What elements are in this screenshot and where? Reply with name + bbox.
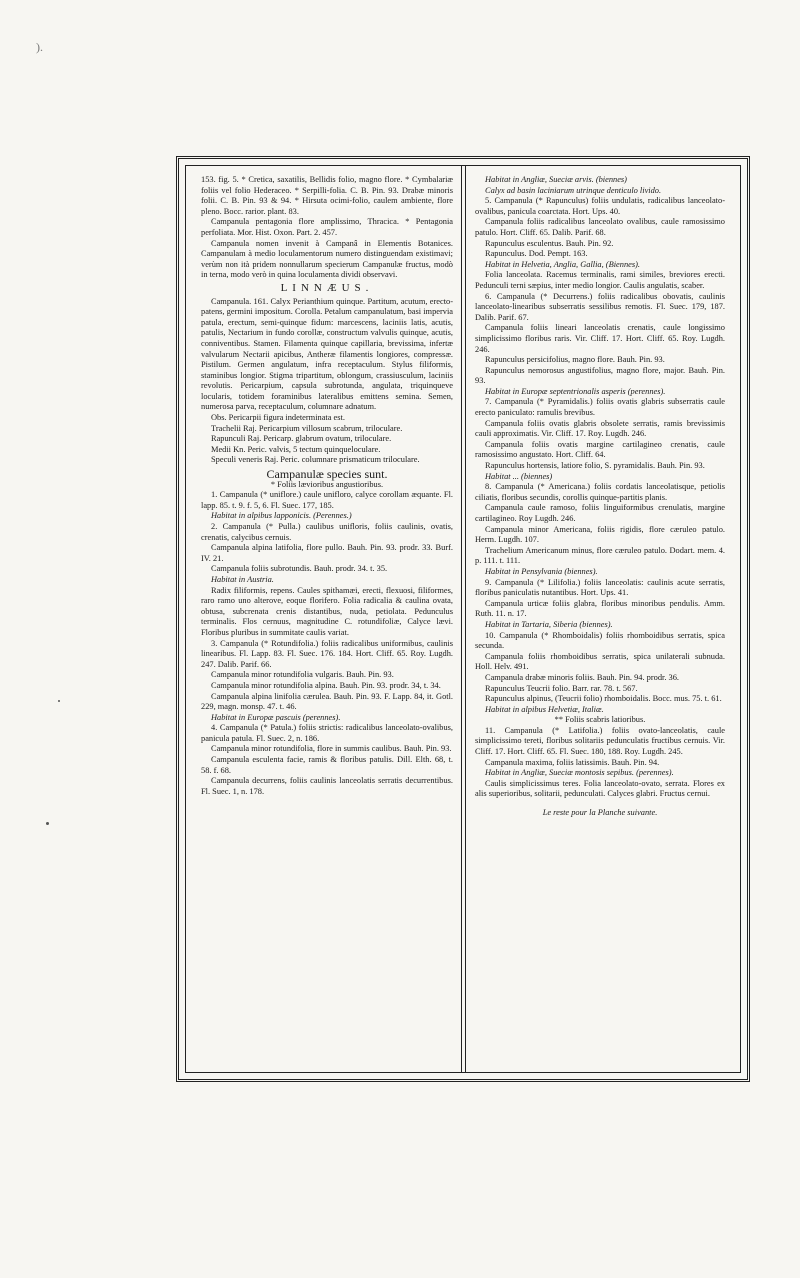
paragraph: Campanula nomen invenit à Campanâ in Elementis Botanices. Campanulam à medio loculamentorum numero distinguendam existimavi; verùm non ità pridem nonnullarum specierum Campanulæ fructus, modò in terna, modo verò in quina loculamenta dividi observavi. — [201, 238, 453, 280]
paragraph: Radix filiformis, repens. Caules spithamæi, erecti, flexuosi, filiformes, raro ramo uno alterove, eoque florifero. Folia radicalia & caulina ovata, obtusa, subcrenata crenis distantibus, nuda, petiolata. Pedunculus terminalis. Flos cernuus, magnitudine C. rotundifoliæ, Calyce lævi. Floribus pluribus in summitate caulis variat. — [201, 585, 453, 637]
right-column — [475, 175, 725, 819]
species-entry: 4. Campanula (* Patula.) foliis strictis: radicalibus lanceolato-ovalibus, panicula patula. Fl. Suec. 2, n. 186. — [201, 723, 453, 743]
species-entry: 8. Campanula (* Americana.) foliis cordatis lanceolatisque, petiolis ciliatis, floribus secundis, corollis quinque-partitis planis. — [475, 482, 725, 502]
paragraph: Campanula alpina latifolia, flore pullo. Bauh. Pin. 93. prodr. 33. Burf. IV. 21. — [201, 543, 453, 563]
paragraph: Rapunculus. Dod. Pempt. 163. — [485, 249, 588, 259]
paragraph: Speculi veneris Raj. Peric. columnare prismaticum triloculare. — [211, 455, 420, 465]
species-entry: 2. Campanula (* Pulla.) caulibus unifloris, foliis caulinis, ovatis, crenatis, calycibus cernuis. — [201, 522, 453, 542]
paragraph: Campanula foliis radicalibus lanceolato ovalibus, caule ramosissimo patulo. Hort. Cliff. 65. Dalib. Parif. 68. — [475, 217, 725, 237]
habitat: Habitat in Europæ septentrionalis asperis (perennes). — [485, 386, 666, 396]
paragraph: Folia lanceolata. Racemus terminalis, rami similes, breviores erecti. Pedunculi terni sæpius, inter medio longior. Caulis angulatis, scaber. — [475, 270, 725, 290]
habitat: Habitat in Pensylvania (biennes). — [485, 566, 598, 576]
paragraph: Medii Kn. Peric. valvis, 5 tectum quinqueloculare. — [211, 444, 381, 454]
author-heading: LINNÆUS. — [280, 281, 374, 294]
habitat: Habitat in Europæ pascuis (perennes). — [211, 712, 341, 722]
species-entry: 9. Campanula (* Lilifolia.) foliis lanceolatis: caulinis acute serratis, floribus paniculatis nutantibus. Hort. Ups. 41. — [475, 577, 725, 598]
habitat: Habitat in alpibus lapponicis. (Perennes.) — [211, 511, 352, 521]
paragraph: Rapunculus persicifolius, magno flore. Bauh. Pin. 93. — [485, 355, 665, 365]
paragraph: Rapunculus nemorosus angustifolius, magno flore, major. Bauh. Pin. 93. — [475, 365, 725, 386]
paragraph: Trachelium Americanum minus, flore cæruleo patulo. Dodart. mem. 4. p. 111. t. 111. — [475, 545, 725, 566]
continuation-note: Le reste pour la Planche suivante. — [542, 808, 658, 818]
species-heading: Campanulæ species sunt. — [266, 467, 388, 482]
species-entry: 3. Campanula (* Rotundifolia.) foliis radicalibus uniformibus, caulinis linearibus. Fl. Lapp. 83. Fl. Suec. 176. 184. Hort. Cliff. 65. Roy. Lugdh. 247. Dalib. Parif. 66. — [201, 638, 453, 669]
paragraph: Campanula esculenta facie, ramis & floribus patulis. Dill. Elth. 68, t. 58. f. 68. — [201, 755, 453, 775]
margin-mark: ). — [36, 40, 43, 54]
paragraph: Rapunculus hortensis, latiore folio, S. pyramidalis. Bauh. Pin. 93. — [485, 461, 705, 471]
speck — [46, 822, 49, 825]
species-entry: 6. Campanula (* Decurrens.) foliis radicalibus obovatis, caulinis lanceolato-linearibus subserratis sessilibus remotis. Fl. Suec. 179, 187. Dalib. Parif. 67. — [475, 291, 725, 322]
species-subheading: * Foliis lævioribus angustioribus. — [270, 479, 384, 489]
habitat: Habitat ... (biennes) — [485, 471, 553, 481]
habitat: Habitat in alpibus Helvetiæ, Italiæ. — [485, 704, 604, 714]
habitat: Habitat in Tartaria, Siberia (biennes). — [485, 619, 613, 629]
left-column — [201, 175, 453, 797]
paragraph: Campanula foliis subrotundis. Bauh. prodr. 34. t. 35. — [211, 564, 388, 574]
genus-description: Campanula. 161. Calyx Perianthium quinque. Partitum, acutum, erecto-patens, germini impositum. Corolla. Petalum campanulatum, basi impervia patula, erectum, semi-quinque fidum: marcescens, laciniis latis, acutis, patulis, Nectarium in fundo corollæ, constructum valvulis quinque, acutis, conniventibus. Stamen. Filamenta quinque capillaria, brevissima, infertæ valvularum Nectarii apicibus, Antheræ filamentis longiores, compressæ. Pistilum. Germen angulatum, infra receptaculum. Stylus filiformis, staminibus longior. Stigma tripartitum, oblongum, crassiusculum, laciniis revolutis. Pericarpium, capsula subrotunda, angulata, triquinqueve locularis, totidem foraminibus lateralibus emittens semina. Semen, numerosa parva, receptaculum, columnare adnatum. — [201, 296, 453, 412]
paragraph: Caulis simplicissimus teres. Folia lanceolato-ovato, serrata. Flores ex alis superioribus, solitarii, pedunculati. Calyces glabri. Fructus cernui. — [475, 778, 725, 799]
speck — [58, 700, 60, 702]
habitat: Habitat in Helvetia, Anglia, Gallia, (Biennes). — [485, 259, 640, 269]
paragraph: Rapunculus Teucrii folio. Barr. rar. 78. t. 567. — [485, 683, 638, 693]
page-frame — [176, 156, 750, 1082]
paragraph: Trachelii Raj. Pericarpium villosum scabrum, triloculare. — [211, 423, 403, 433]
species-entry: 7. Campanula (* Pyramidalis.) foliis ovatis glabris subserratis caule erecto paniculato: ramulis brevibus. — [475, 397, 725, 418]
species-entry: 11. Campanula (* Latifolia.) foliis ovato-lanceolatis, caule simplicissimo tereti, floribus solitariis pedunculatis fructibus cernuis. Vir. Cliff. 17. Hort. Cliff. 65. Fl. Suec. 180, 188. Roy. Lugdh. 245. — [475, 725, 725, 757]
paragraph: Rapunculi Raj. Pericarp. glabrum ovatum, triloculare. — [211, 434, 392, 444]
paragraph: Campanula minor rotundifolia alpina. Bauh. Pin. 93. prodr. 34, t. 34. — [211, 680, 441, 690]
paragraph: Campanula foliis ovatis glabris obsolete serratis, ramis brevissimis cauli approximatis. Vir. Cliff. 17. Roy. Lugdh. 246. — [475, 418, 725, 439]
paragraph: Campanula alpina linifolia cærulea. Bauh. Pin. 93. F. Lapp. 84, it. Gotl. 229, magn. monsp. 47. t. 46. — [201, 691, 453, 712]
paragraph: Campanula maxima, foliis latissimis. Bauh. Pin. 94. — [485, 757, 660, 767]
habitat: Habitat in Angliæ, Sueciæ montosis sepibus. (perennes). — [485, 768, 674, 778]
paragraph: Campanula foliis rhomboidibus serratis, spica unilaterali subnuda. Holl. Helv. 491. — [475, 651, 725, 672]
habitat: Habitat in Angliæ, Sueciæ arvis. (biennes) — [485, 175, 627, 184]
paragraph: Rapunculus alpinus, (Teucrii folio) rhomboidalis. Bocc. mus. 75. t. 61. — [485, 694, 722, 704]
paragraph: Campanula pentagonia flore amplissimo, Thracica. * Pentagonia perfoliata. Mor. Hist. Oxon. Part. 2. 457. — [201, 217, 453, 237]
species-entry: 10. Campanula (* Rhomboidalis) foliis rhomboidibus serratis, spica secunda. — [475, 630, 725, 651]
column-divider — [461, 165, 466, 1073]
species-entry: 1. Campanula (* uniflore.) caule unifloro, calyce corollam æquante. Fl. lapp. 85. t. 9. f. 5, 6. Fl. Suec. 177, 185. — [201, 490, 453, 510]
paragraph: Campanula minor Americana, foliis rigidis, flore cæruleo patulo. Herm. Lugdh. 107. — [475, 524, 725, 545]
paragraph: Rapunculus esculentus. Bauh. Pin. 92. — [485, 238, 614, 248]
paragraph: Obs. Pericarpii figura indeterminata est. — [211, 413, 345, 423]
paragraph: Campanula drabæ minoris foliis. Bauh. Pin. 94. prodr. 36. — [485, 672, 680, 682]
paragraph: Campanula minor rotundifolia vulgaris. Bauh. Pin. 93. — [211, 670, 394, 680]
paragraph: Calyx ad basin laciniarum utrinque denticulo livido. — [485, 185, 662, 195]
paragraph: Campanula minor rotundifolia, flore in summis caulibus. Bauh. Pin. 93. — [211, 744, 452, 754]
species-subheading: ** Foliis scabris latioribus. — [554, 715, 646, 725]
habitat: Habitat in Austria. — [211, 574, 274, 584]
species-entry: 5. Campanula (* Rapunculus) foliis undulatis, radicalibus lanceolato-ovalibus, panicula coarctata. Hort. Ups. 40. — [475, 196, 725, 216]
paragraph: Campanula caule ramoso, foliis linguiformibus crenulatis, margine cartilagineo. Roy Lugdh. 246. — [475, 503, 725, 523]
paragraph: Campanula urticæ foliis glabra, floribus minoribus pendulis. Amm. Ruth. 11. n. 17. — [475, 598, 725, 619]
paragraph: Campanula decurrens, foliis caulinis lanceolatis serratis decurrentibus. Fl. Suec. 1, n. 178. — [201, 776, 453, 796]
paragraph: Campanula foliis lineari lanceolatis crenatis, caule longissimo simplicissimo floribus raris. Vir. Cliff. 17. Hort. Cliff. 65. Roy. Lugdh. 246. — [475, 323, 725, 354]
paragraph: 153. fig. 5. * Cretica, saxatilis, Bellidis folio, magno flore. * Cymbalariæ foliis vel folio Hederaceo. * Serpilli-folia. C. B. Pin. 93. Drabæ minoris folii. C. B. Pin. 93 & 94. * Hirsuta ocimi-folio, caulem ambiente, flore pleno. Bocc. rarior. plant. 83. — [201, 175, 453, 216]
paragraph: Campanula foliis ovatis margine cartilagineo crenatis, caule ramosissimo angustato. Hort. Cliff. 64. — [475, 439, 725, 460]
